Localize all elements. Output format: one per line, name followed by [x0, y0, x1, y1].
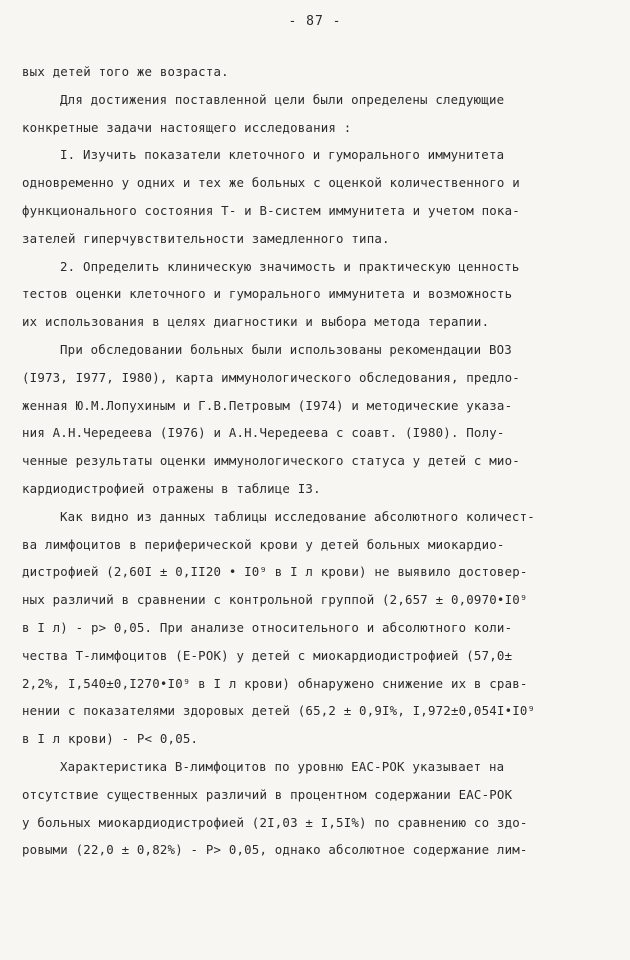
text-line: (I973, I977, I980), карта иммунологического обследования, предло-	[22, 369, 520, 385]
text-line: дистрофией (2,60I ± 0,II20 • I0⁹ в I л крови) не выявило достовер-	[22, 564, 528, 580]
text-line: вых детей того же возраста.	[22, 64, 229, 79]
text-line: ва лимфоцитов в периферической крови у детей больных миокардио-	[22, 536, 505, 552]
text-line: в I л) - p> 0,05. При анализе относительного и абсолютного коли-	[22, 619, 513, 635]
text-line: у больных миокардиодистрофией (2I,03 ± I,5I%) по сравнению со здо-	[22, 814, 528, 830]
text-line: нении с показателями здоровых детей (65,2 ± 0,9I%, I,972±0,054I•I0⁹	[22, 703, 536, 719]
text-line: женная Ю.М.Лопухиным и Г.В.Петровым (I974) и методические указа-	[22, 397, 513, 413]
text-line: При обследовании больных были использованы рекомендации ВОЗ	[60, 341, 512, 357]
text-line: ния А.Н.Чередеева (I976) и А.Н.Чередеева с соавт. (I980). Полу-	[22, 425, 505, 441]
text-line: кардиодистрофией отражены в таблице I3.	[22, 480, 321, 496]
text-line: в I л крови) - P< 0,05.	[22, 731, 199, 747]
text-line: конкретные задачи настоящего исследования :	[22, 119, 352, 135]
text-line: их использования в целях диагностики и выбора метода терапии.	[22, 314, 490, 330]
body-text	[22, 58, 610, 864]
text-line: одновременно у одних и тех же больных с оценкой количественного и	[22, 175, 520, 191]
text-line: отсутствие существенных различий в процентном содержании ЕАС-РОК	[22, 786, 513, 802]
page-number: - 87 -	[288, 14, 342, 29]
text-line: ченные результаты оценки иммунологического статуса у детей с мио-	[22, 453, 520, 469]
text-line: ных различий в сравнении с контрольной группой (2,657 ± 0,0970•I0⁹	[22, 592, 528, 608]
text-line: тестов оценки клеточного и гуморального иммунитета и возможность	[22, 286, 513, 302]
text-line: зателей гиперчувствительности замедленного типа.	[22, 230, 390, 246]
text-line: Как видно из данных таблицы исследование абсолютного количест-	[60, 508, 535, 524]
text-line: ровыми (22,0 ± 0,82%) - P> 0,05, однако абсолютное содержание лим-	[22, 842, 528, 858]
text-line: I. Изучить показатели клеточного и гуморального иммунитета	[60, 147, 505, 163]
text-line: 2. Определить клиническую значимость и практическую ценность	[60, 258, 520, 274]
text-line: чества Т-лимфоцитов (Е-РОК) у детей с миокардиодистрофией (57,0±	[22, 647, 513, 663]
text-line: Для достижения поставленной цели были определены следующие	[60, 91, 505, 107]
text-line: функционального состояния Т- и В-систем иммунитета и учетом пока-	[22, 202, 520, 218]
text-line: Характеристика В-лимфоцитов по уровню ЕАС-РОК указывает на	[60, 758, 505, 774]
text-line: 2,2%, I,540±0,I270•I0⁹ в I л крови) обнаружено снижение их в срав-	[22, 675, 528, 691]
